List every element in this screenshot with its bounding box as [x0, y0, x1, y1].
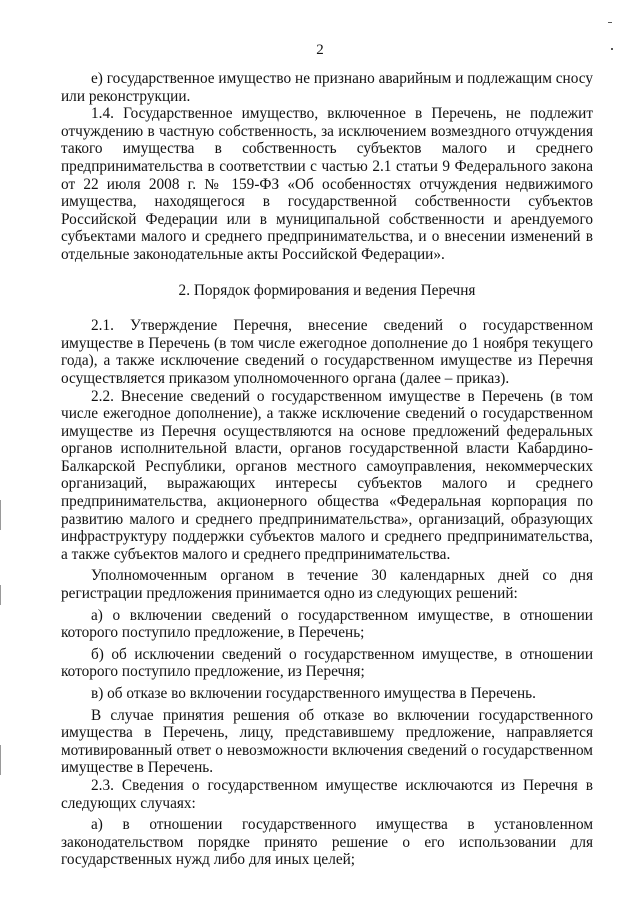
paragraph-2-3: 2.3. Сведения о государственном имуществе исключаются из Перечня в следующих случаях:	[61, 776, 593, 812]
page-number: 2	[316, 42, 324, 58]
paragraph-decisions-intro: Уполномоченным органом в течение 30 календарных дней со дня регистрации предложения принимается одно из следующих решений:	[61, 567, 593, 603]
paragraph-refusal: В случае принятия решения об отказе во включении государственного имущества в Перечень, лицу, представившему предложение, направляется мотивированный ответ о невозможности включения сведений о государственном имуществе в Перечень.	[61, 706, 593, 777]
document-body	[61, 70, 593, 869]
section-heading: 2. Порядок формирования и ведения Перечня	[178, 281, 476, 299]
paragraph-2-1: 2.1. Утверждение Перечня, внесение сведений о государственном имуществе в Перечень (в том числе ежегодное дополнение до 1 ноября текущего года), а также исключение сведений о государственном имуществе из Перечня осуществляется приказом уполномоченного органа (далее – приказ).	[61, 317, 593, 387]
scan-edge-mark	[0, 500, 1, 530]
paragraph-decision-b: б) об исключении сведений о государственном имуществе, в отношении которого поступило предложение, из Перечня;	[61, 645, 593, 681]
paragraph-decision-a: а) о включении сведений о государственном имуществе, в отношении которого поступило предложение, в Перечень;	[61, 606, 593, 642]
scan-mark	[608, 22, 612, 23]
paragraph-2-2: 2.2. Внесение сведений о государственном имуществе в Перечень (в том числе ежегодное дополнение), а также исключение сведений о государственном имуществе из Перечня осуществляются на основе предложений федеральных органов исполнительной власти, органов государственной власти Кабардино-Балкарской Республики, органов местного самоуправления, некоммерческих организаций, выражающих интересы субъектов малого и среднего предпринимательства, акционерного общества «Федеральная корпорация по развитию малого и среднего предпринимательства», организаций, образующих инфраструктуру поддержки субъектов малого и среднего предпринимательства, а также субъектов малого и среднего предпринимательства.	[61, 387, 593, 563]
scan-edge-mark	[0, 745, 1, 775]
paragraph-decision-v: в) об отказе во включении государственного имущества в Перечень.	[91, 685, 536, 702]
paragraph-2-3-a: а) в отношении государственного имущества в установленном законодательством порядке принято решение о его использовании для государственных нужд либо для иных целей;	[61, 816, 593, 869]
paragraph-1-3-e: е) государственное имущество не признано аварийным и подлежащим сносу или реконструкции.	[61, 70, 593, 105]
paragraph-1-4: 1.4. Государственное имущество, включенное в Перечень, не подлежит отчуждению в частную собственность, за исключением возмездного отчуждения такого имущества в собственность субъектов малого и среднего предпринимательства в соответствии с частью 2.1 статьи 9 Федерального закона от 22 июля 2008 г. № 159-ФЗ «Об особенностях отчуждения недвижимого имущества, находящегося в государственной собственности субъектов Российской Федерации или в муниципальной собственности и арендуемого субъектами малого и среднего предпринимательства, и о внесении изменений в отдельные законодательные акты Российской Федерации».	[61, 105, 593, 263]
scan-edge-mark	[0, 585, 1, 605]
